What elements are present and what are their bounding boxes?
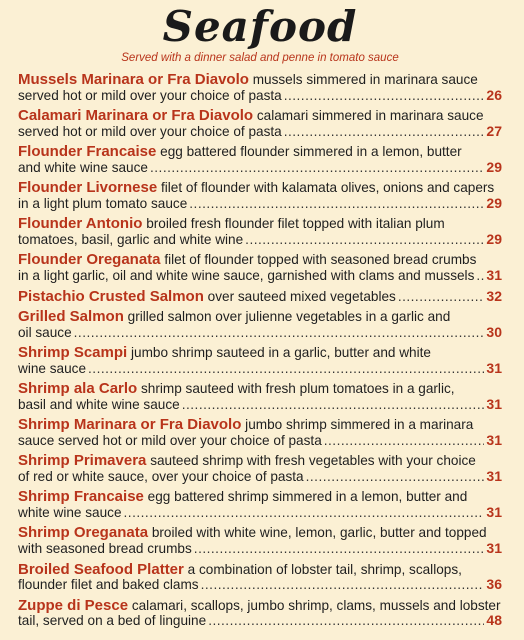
menu-item-last-line bbox=[18, 88, 502, 104]
menu-item-first-line bbox=[18, 216, 502, 232]
menu-item-description-end: flounder filet and baked clams bbox=[18, 577, 199, 593]
dot-leader bbox=[284, 124, 485, 140]
menu-item bbox=[18, 252, 502, 284]
menu-item-description: mussels simmered in marinara sauce bbox=[252, 72, 478, 87]
menu-item bbox=[18, 345, 502, 377]
menu-item-last-line bbox=[18, 469, 502, 485]
menu-item-description-end: in a light plum tomato sauce bbox=[18, 196, 188, 212]
menu-item-description: filet of flounder with kalamata olives, onions and capers bbox=[160, 180, 495, 196]
menu-item-price: 30 bbox=[486, 323, 502, 340]
menu-item-name: Shrimp Scampi bbox=[18, 343, 128, 361]
menu-item bbox=[18, 180, 502, 212]
menu-item-first-line bbox=[18, 525, 502, 541]
menu-item-last-line bbox=[18, 268, 502, 284]
menu-item-last-line bbox=[18, 541, 502, 557]
menu-item-description: shrimp sauteed with fresh plum tomatoes in a garlic, bbox=[140, 381, 455, 397]
dot-leader bbox=[201, 577, 485, 593]
menu-item-description: egg battered shrimp simmered in a lemon, butter and bbox=[147, 489, 468, 505]
menu-item-last-line bbox=[18, 397, 502, 413]
menu-item-name: Shrimp Primavera bbox=[18, 452, 147, 470]
menu-item-list bbox=[18, 72, 502, 634]
menu-item-price: 31 bbox=[486, 431, 502, 448]
menu-item-description-end: tail, served on a bed of linguine bbox=[18, 613, 207, 629]
menu-item-price: 29 bbox=[486, 195, 502, 212]
menu-item bbox=[18, 598, 502, 630]
dot-leader bbox=[189, 196, 484, 212]
menu-item bbox=[18, 489, 502, 521]
menu-item-price: 32 bbox=[486, 287, 502, 304]
menu-item-last-line bbox=[18, 196, 502, 212]
dot-leader bbox=[284, 88, 485, 104]
menu-item-last-line bbox=[18, 433, 502, 449]
menu-item-description-end: of red or white sauce, over your choice of pasta bbox=[18, 469, 304, 485]
menu-item-price: 29 bbox=[486, 231, 502, 248]
menu-item-first-line bbox=[18, 72, 502, 88]
menu-item-price: 31 bbox=[486, 267, 502, 284]
menu-item-first-line bbox=[18, 309, 502, 325]
menu-item-first-line bbox=[18, 562, 502, 578]
menu-item-price: 26 bbox=[486, 86, 502, 103]
dot-leader bbox=[150, 160, 484, 176]
menu-item-description: broiled with white wine, lemon, garlic, butter and topped bbox=[151, 525, 487, 541]
menu-item-name: Shrimp Marinara or Fra Diavolo bbox=[18, 416, 242, 434]
menu-item-last-line bbox=[18, 232, 502, 248]
menu-item-name: Shrimp Oreganata bbox=[18, 524, 149, 542]
menu-item-name: Calamari Marinara or Fra Diavolo bbox=[18, 107, 254, 125]
menu-item-first-line bbox=[18, 381, 502, 397]
menu-item-description-end: wine sauce bbox=[18, 360, 87, 376]
menu-item-description-end: over sauteed mixed vegetables bbox=[207, 288, 396, 304]
menu-subtitle: Served with a dinner salad and penne in tomato sauce bbox=[121, 52, 399, 64]
dot-leader bbox=[74, 325, 485, 341]
menu-item-last-line bbox=[18, 289, 502, 305]
menu-item-name: Flounder Livornese bbox=[18, 179, 158, 197]
dot-leader bbox=[245, 232, 484, 248]
dot-leader bbox=[324, 433, 485, 449]
menu-item-price: 31 bbox=[486, 359, 502, 376]
menu-item-price: 27 bbox=[486, 122, 502, 139]
menu-item-last-line bbox=[18, 613, 502, 629]
menu-item-first-line bbox=[18, 345, 502, 361]
menu-item bbox=[18, 144, 502, 176]
menu-item-description: jumbo shrimp sauteed in a garlic, butter and white bbox=[130, 344, 431, 360]
menu-item bbox=[18, 309, 502, 341]
menu-item-first-line bbox=[18, 453, 502, 469]
menu-item bbox=[18, 453, 502, 485]
menu-item-description-end: with seasoned bread crumbs bbox=[18, 541, 192, 557]
menu-item-description: calamari, scallops, jumbo shrimp, clams, mussels and lobster bbox=[131, 597, 501, 613]
menu-item bbox=[18, 216, 502, 248]
dot-leader bbox=[398, 289, 485, 305]
menu-item-name: Zuppe di Pesce bbox=[18, 596, 129, 614]
menu-item bbox=[18, 289, 502, 305]
menu-item-name: Mussels Marinara or Fra Diavolo bbox=[18, 71, 249, 88]
dot-leader bbox=[194, 541, 485, 557]
menu-item-description-end: and white wine sauce bbox=[18, 159, 148, 175]
menu-item-name: Broiled Seafood Platter bbox=[18, 560, 184, 578]
menu-item-description-end: served hot or mild over your choice of pasta bbox=[18, 87, 282, 103]
menu-item-first-line bbox=[18, 108, 502, 124]
page-title: Seafood bbox=[162, 2, 358, 51]
menu-item-description-end: oil sauce bbox=[18, 324, 72, 340]
menu-item-first-line bbox=[18, 417, 502, 433]
menu-item-description: filet of flounder topped with seasoned bread crumbs bbox=[164, 252, 477, 268]
menu-item-description: egg battered flounder simmered in a lemon, butter bbox=[160, 144, 462, 160]
dot-leader bbox=[208, 613, 484, 629]
menu-item-first-line bbox=[18, 598, 502, 614]
menu-item-description-end: basil and white wine sauce bbox=[18, 396, 180, 412]
menu-item-description-end: sauce served hot or mild over your choice of pasta bbox=[18, 432, 322, 448]
dot-leader bbox=[306, 469, 485, 485]
menu-item-description: a combination of lobster tail, shrimp, scallops, bbox=[187, 561, 462, 577]
menu-item bbox=[18, 108, 502, 140]
dot-leader bbox=[476, 268, 484, 284]
menu-item-last-line bbox=[18, 160, 502, 176]
menu-item bbox=[18, 72, 502, 104]
menu-item bbox=[18, 381, 502, 413]
menu-item-last-line bbox=[18, 577, 502, 593]
menu-item-description-end: tomatoes, basil, garlic and white wine bbox=[18, 232, 244, 248]
menu-item-description-end: served hot or mild over your choice of pasta bbox=[18, 123, 282, 139]
menu-item bbox=[18, 525, 502, 557]
menu-item-price: 31 bbox=[486, 540, 502, 557]
menu-item-name: Grilled Salmon bbox=[18, 307, 124, 325]
menu-item-description: sauteed shrimp with fresh vegetables with your choice bbox=[150, 453, 476, 469]
menu-item bbox=[18, 417, 502, 449]
menu-item-price: 48 bbox=[486, 612, 502, 629]
menu-item-name: Flounder Antonio bbox=[18, 215, 143, 233]
menu-item-name: Shrimp ala Carlo bbox=[18, 380, 138, 398]
menu-item-first-line bbox=[18, 144, 502, 160]
menu-item bbox=[18, 562, 502, 594]
dot-leader bbox=[124, 505, 485, 521]
menu-item-last-line bbox=[18, 361, 502, 377]
menu-item-description: grilled salmon over julienne vegetables in a garlic and bbox=[127, 308, 451, 324]
menu-item-price: 29 bbox=[486, 158, 502, 175]
dot-leader bbox=[88, 361, 484, 377]
menu-item-last-line bbox=[18, 325, 502, 341]
menu-item-name: Flounder Francaise bbox=[18, 143, 157, 161]
menu-item-first-line bbox=[18, 252, 502, 268]
menu-item-description-end: white wine sauce bbox=[18, 505, 122, 521]
menu-item-first-line bbox=[18, 489, 502, 505]
menu-item-name: Pistachio Crusted Salmon bbox=[18, 287, 204, 305]
menu-item-description: calamari simmered in marinara sauce bbox=[256, 108, 484, 124]
menu-item-price: 36 bbox=[486, 576, 502, 593]
menu-item-last-line bbox=[18, 505, 502, 521]
menu-item-description-end: in a light garlic, oil and white wine sauce, garnished with clams and mussels bbox=[18, 268, 475, 284]
menu-item-price: 31 bbox=[486, 468, 502, 485]
menu-item-last-line bbox=[18, 124, 502, 140]
menu-item-name: Flounder Oreganata bbox=[18, 251, 161, 269]
menu-item-description: jumbo shrimp simmered in a marinara bbox=[245, 417, 474, 433]
menu-item-name: Shrimp Francaise bbox=[18, 488, 144, 506]
dot-leader bbox=[182, 397, 485, 413]
menu-item-price: 31 bbox=[486, 504, 502, 521]
menu-item-price: 31 bbox=[486, 395, 502, 412]
menu-item-first-line bbox=[18, 180, 502, 196]
menu-item-description: broiled fresh flounder filet topped with italian plum bbox=[146, 216, 445, 232]
